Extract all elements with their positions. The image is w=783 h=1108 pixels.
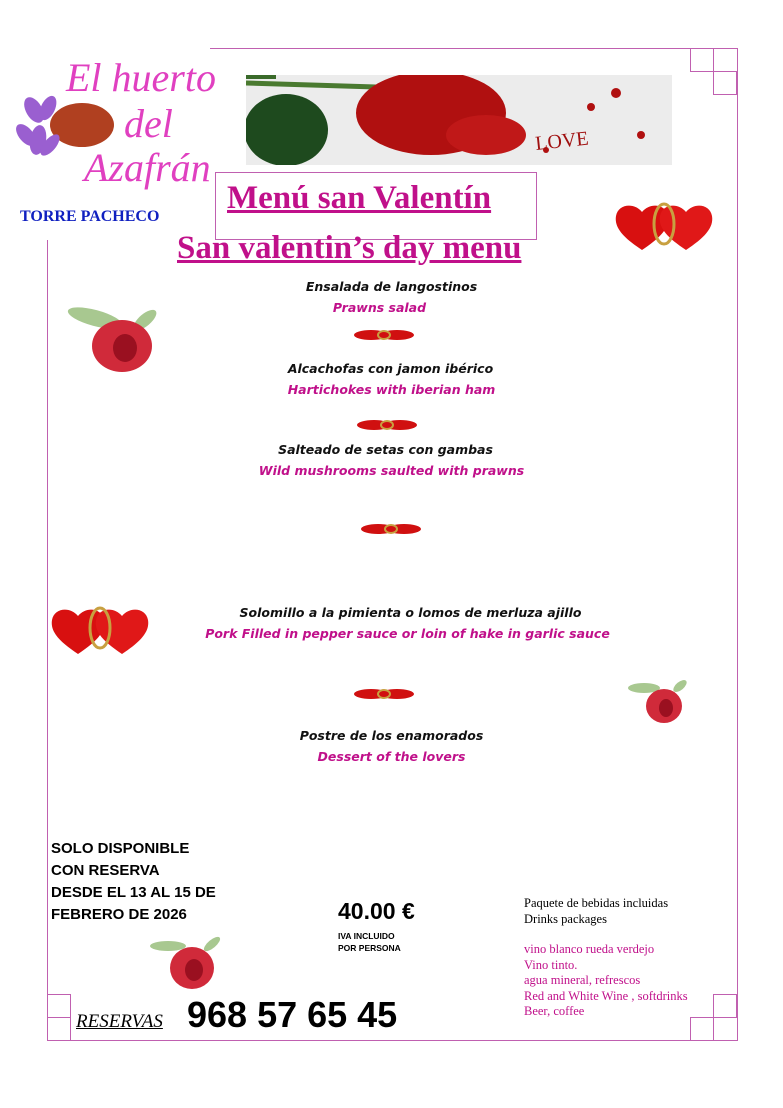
heart-divider-icon <box>353 687 415 701</box>
rose-banner-image <box>246 75 672 165</box>
rose-icon <box>65 298 165 384</box>
heart-divider-icon <box>360 522 422 536</box>
drinks-list <box>524 942 688 1020</box>
price: 40.00 € <box>338 898 415 924</box>
logo-line-3: Azafrán <box>84 145 211 190</box>
corner-square <box>47 1017 71 1041</box>
title-es: Menú san Valentín <box>227 180 492 216</box>
availability-line: SOLO DISPONIBLE <box>51 840 190 857</box>
drinks-title-es: Paquete de bebidas incluidas <box>524 896 669 910</box>
drinks-item: Vino tinto. <box>524 957 578 972</box>
double-heart-icon <box>50 602 154 658</box>
corner-square <box>713 994 737 1018</box>
corner-square <box>47 994 71 1018</box>
heart-divider-icon <box>353 328 415 342</box>
logo-line-1: El huerto <box>66 55 216 100</box>
course-3-en: Wild mushrooms saulted with prawns <box>258 463 525 478</box>
drinks-item: agua mineral, refrescos <box>524 973 641 987</box>
corner-square <box>713 71 737 95</box>
drinks-item: vino blanco rueda verdejo <box>524 942 655 956</box>
price-note-vat: IVA INCLUIDO <box>338 931 395 941</box>
availability-line: FEBRERO DE 2026 <box>51 906 187 923</box>
course-5-en: Dessert of the lovers <box>317 749 466 764</box>
course-5-es: Postre de los enamorados <box>299 728 484 743</box>
course-4-es: Solomillo a la pimienta o lomos de merluza ajillo <box>239 605 582 620</box>
reservations-phone[interactable]: 968 57 65 45 <box>187 994 398 1035</box>
availability-line: DESDE EL 13 AL 15 DE <box>51 884 216 901</box>
availability-line: CON RESERVA <box>51 862 160 879</box>
drinks-item: Beer, coffee <box>524 1004 585 1018</box>
heart-divider-icon <box>356 418 418 432</box>
corner-square <box>690 1017 714 1041</box>
corner-square <box>690 48 714 72</box>
drinks-item: Red and White Wine , softdrinks <box>524 988 688 1003</box>
location-label: TORRE PACHECO <box>20 208 160 225</box>
frame-right <box>737 48 738 1041</box>
course-3-es: Salteado de setas con gambas <box>278 442 493 457</box>
price-note <box>338 930 401 954</box>
course-1-en: Prawns salad <box>332 300 427 315</box>
drinks-heading <box>524 896 668 927</box>
love-text: LOVE <box>534 127 590 155</box>
rose-icon <box>628 676 690 728</box>
logo-line-2: del <box>124 101 173 146</box>
course-2-es: Alcachofas con jamon ibérico <box>287 361 494 376</box>
price-note-per-person: POR PERSONA <box>338 943 401 953</box>
course-4-en: Pork Filled in pepper sauce or loin of hake in garlic sauce <box>205 626 610 641</box>
drinks-title-en: Drinks packages <box>524 911 607 926</box>
course-2-en: Hartichokes with iberian ham <box>287 382 496 397</box>
rose-icon <box>148 932 228 996</box>
reservations-label: RESERVAS <box>76 1011 163 1032</box>
double-heart-icon <box>614 198 718 254</box>
availability-notice <box>51 838 216 926</box>
course-1-es: Ensalada de langostinos <box>305 279 478 294</box>
frame-bottom <box>47 1040 738 1041</box>
title-en: San valentin’s day menu <box>177 230 522 266</box>
frame-top <box>210 48 738 49</box>
